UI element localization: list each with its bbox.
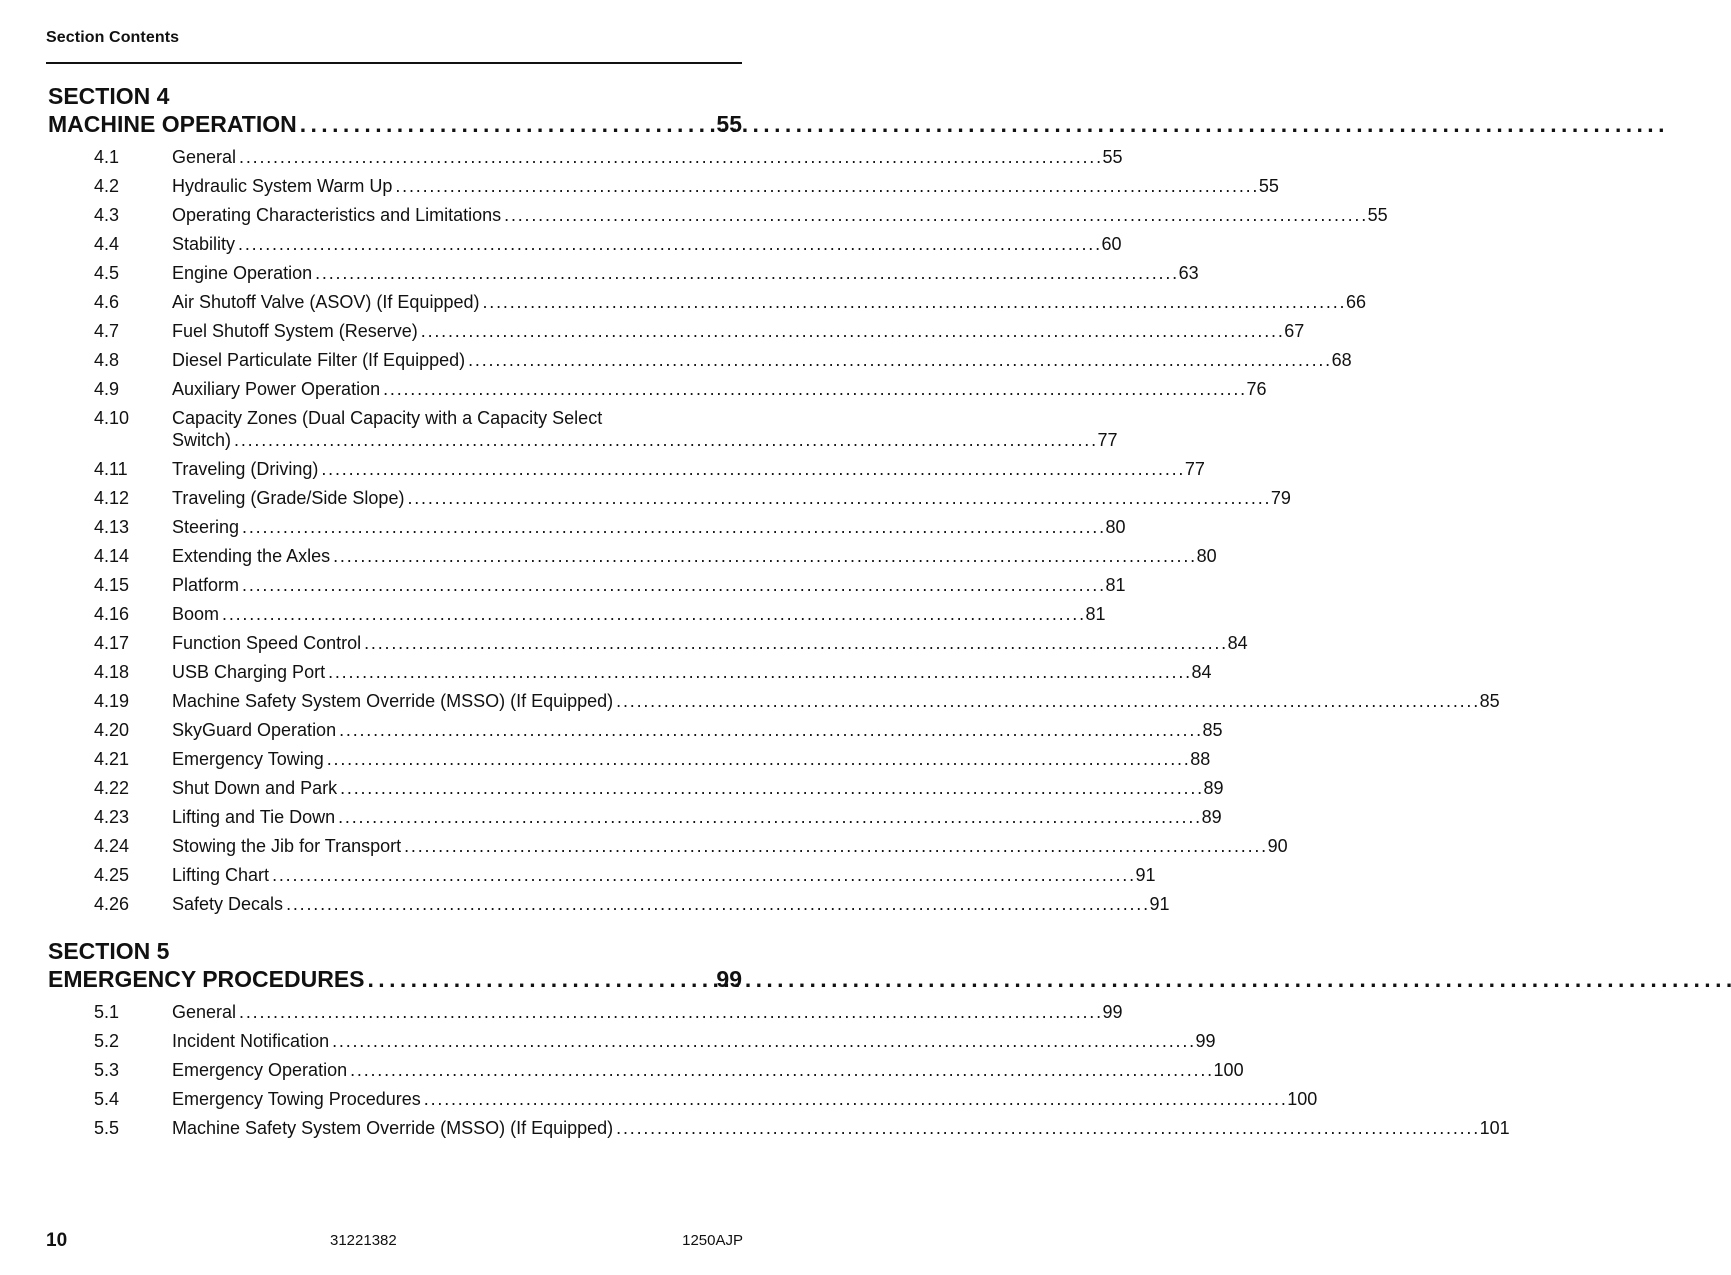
entry-title-line: Safety Decals [172, 894, 284, 914]
footer-page-number: 10 [46, 1230, 68, 1251]
dot-leader [350, 1059, 1210, 1081]
entry-number: 5.4 [94, 1089, 120, 1109]
toc-entry[interactable] [48, 893, 1170, 915]
entry-number: 4.15 [94, 575, 130, 595]
entry-title-line: Incident Notification [172, 1031, 330, 1051]
entry-title-line: Engine Operation [172, 263, 313, 283]
entry-title-row [172, 1117, 1510, 1139]
dot-leader [272, 864, 1132, 886]
entry-page-number: 77 [1097, 430, 1118, 450]
dot-leader [339, 719, 1199, 741]
entry-body [172, 1059, 1244, 1081]
entry-title-line: Emergency Towing Procedures [172, 1089, 421, 1109]
dot-leader [383, 378, 1243, 400]
section-title-row[interactable] [48, 110, 742, 138]
footer-doc-number: 31221382 [330, 1232, 397, 1249]
entry-title-row [172, 1088, 1317, 1110]
entry-body [172, 748, 1210, 770]
header-title: Section Contents [46, 29, 180, 46]
toc-entry[interactable] [48, 516, 1126, 538]
entry-number: 4.16 [94, 604, 130, 624]
toc-entry[interactable] [48, 545, 1217, 567]
entry-number: 4.13 [94, 517, 130, 537]
entry-page-number: 89 [1203, 778, 1224, 798]
dot-leader [395, 175, 1255, 197]
entry-body [172, 1030, 1216, 1052]
entry-page-number: 55 [1367, 205, 1388, 225]
dot-leader [315, 262, 1175, 284]
toc-entry[interactable] [48, 806, 1222, 828]
section-label: SECTION 4 [48, 83, 170, 109]
entry-body [172, 349, 1352, 371]
toc-entry[interactable] [48, 574, 1126, 596]
entry-page-number: 66 [1345, 292, 1366, 312]
entry-title-row [172, 835, 1288, 857]
entry-number: 4.4 [94, 234, 120, 254]
entry-page-number: 76 [1246, 379, 1267, 399]
section-5 [48, 937, 1510, 1146]
entry-title-row [172, 175, 1279, 197]
entry-page-number: 91 [1135, 865, 1156, 885]
entry-page-number: 77 [1184, 459, 1205, 479]
entry-title-row [172, 429, 1118, 451]
entry-body [172, 516, 1126, 538]
entry-title-line: Machine Safety System Override (MSSO) (If Equipped) [172, 1118, 614, 1138]
entry-title-line: Shut Down and Park [172, 778, 338, 798]
entry-title-row [172, 487, 1291, 509]
toc-entry[interactable] [48, 378, 1267, 400]
entry-body [172, 233, 1122, 255]
toc-entry[interactable] [48, 632, 1248, 654]
entry-title-line: Capacity Zones (Dual Capacity with a Capacity Select [172, 408, 603, 428]
entry-title-line: Boom [172, 604, 220, 624]
entry-title-line: Steering [172, 517, 240, 537]
entry-number: 4.8 [94, 350, 120, 370]
entry-number: 4.1 [94, 147, 120, 167]
section-page-number: 55 [716, 111, 742, 137]
dot-leader [364, 632, 1224, 654]
entry-body [172, 545, 1217, 567]
dot-leader [368, 965, 714, 993]
entry-title-line: Emergency Operation [172, 1060, 348, 1080]
dot-leader [239, 1001, 1099, 1023]
dot-leader [327, 748, 1187, 770]
dot-leader [338, 806, 1198, 828]
entry-body [172, 487, 1291, 509]
entry-title-row [172, 320, 1304, 342]
section-4 [48, 82, 1500, 922]
dot-leader [504, 204, 1364, 226]
toc-entry-list [48, 146, 1500, 915]
entry-number: 4.9 [94, 379, 120, 399]
entry-body [172, 262, 1199, 284]
dot-leader [340, 777, 1200, 799]
toc-entry[interactable] [48, 719, 1223, 741]
section-title: MACHINE OPERATION [48, 111, 297, 137]
dot-leader [286, 893, 1146, 915]
entry-body [172, 574, 1126, 596]
entry-page-number: 80 [1105, 517, 1126, 537]
entry-title-row [172, 516, 1126, 538]
entry-title-line: Emergency Towing [172, 749, 324, 769]
toc-entry[interactable] [48, 487, 1291, 509]
dot-leader [222, 603, 1082, 625]
entry-page-number: 91 [1149, 894, 1170, 914]
entry-body [172, 835, 1288, 857]
toc-entry[interactable] [48, 458, 1205, 480]
toc-entry[interactable] [48, 291, 1366, 313]
entry-page-number: 80 [1196, 546, 1217, 566]
dot-leader [468, 349, 1328, 371]
entry-title-row [172, 458, 1205, 480]
dot-leader [616, 1117, 1476, 1139]
entry-title-row [172, 719, 1223, 741]
entry-title-row [172, 661, 1212, 683]
entry-title-line: Operating Characteristics and Limitations [172, 205, 502, 225]
section-page-number: 99 [716, 966, 742, 992]
entry-title-line: USB Charging Port [172, 662, 326, 682]
toc-entry-list [48, 1001, 1510, 1139]
entry-title-row [172, 893, 1170, 915]
section-title: EMERGENCY PROCEDURES [48, 966, 365, 992]
entry-body [172, 777, 1224, 799]
entry-title-line: Traveling (Driving) [172, 459, 319, 479]
dot-leader [239, 146, 1099, 168]
entry-title-line: Traveling (Grade/Side Slope) [172, 488, 405, 508]
entry-title-line: Auxiliary Power Operation [172, 379, 381, 399]
entry-title-line: Air Shutoff Valve (ASOV) (If Equipped) [172, 292, 480, 312]
entry-number: 4.17 [94, 633, 130, 653]
entry-body [172, 146, 1123, 168]
entry-number: 4.10 [94, 408, 130, 428]
entry-page-number: 84 [1227, 633, 1248, 653]
entry-number: 4.24 [94, 836, 130, 856]
header-divider [46, 62, 742, 64]
entry-page-number: 60 [1101, 234, 1122, 254]
entry-page-number: 63 [1178, 263, 1199, 283]
entry-page-number: 67 [1284, 321, 1305, 341]
entry-number: 4.14 [94, 546, 130, 566]
entry-number: 4.19 [94, 691, 130, 711]
dot-leader [242, 516, 1102, 538]
entry-number: 4.3 [94, 205, 120, 225]
toc-entry[interactable] [48, 1088, 1318, 1110]
entry-number: 4.12 [94, 488, 130, 508]
toc-entry[interactable] [48, 146, 1123, 168]
toc-entry[interactable] [48, 748, 1211, 770]
toc-entry[interactable] [48, 1059, 1244, 1081]
entry-title-line: Hydraulic System Warm Up [172, 176, 393, 196]
entry-page-number: 85 [1479, 691, 1500, 711]
dot-leader [482, 291, 1342, 313]
entry-number: 4.20 [94, 720, 130, 740]
entry-title-line: Stowing the Jib for Transport [172, 836, 402, 856]
entry-number: 5.5 [94, 1118, 120, 1138]
entry-title-row [172, 545, 1217, 567]
entry-title-row [172, 806, 1222, 828]
dot-leader [616, 690, 1476, 712]
entry-body [172, 893, 1170, 915]
entry-body [172, 719, 1223, 741]
toc-entry[interactable] [48, 349, 1352, 371]
entry-title-line: Fuel Shutoff System (Reserve) [172, 321, 418, 341]
entry-body [172, 806, 1222, 828]
entry-title-line: Lifting Chart [172, 865, 270, 885]
entry-title-row [172, 378, 1267, 400]
entry-number: 4.7 [94, 321, 120, 341]
entry-number: 4.21 [94, 749, 130, 769]
entry-body [172, 690, 1500, 712]
entry-title-row [172, 1059, 1244, 1081]
entry-body [172, 1088, 1317, 1110]
entry-title-line: Platform [172, 575, 240, 595]
entry-number: 4.26 [94, 894, 130, 914]
toc-entry[interactable] [48, 661, 1212, 683]
entry-page-number: 101 [1479, 1118, 1510, 1138]
toc-entry[interactable] [48, 864, 1156, 886]
entry-page-number: 85 [1202, 720, 1223, 740]
entry-title-line: General [172, 1002, 237, 1022]
entry-page-number: 68 [1331, 350, 1352, 370]
dot-leader [321, 458, 1181, 480]
entry-body [172, 458, 1205, 480]
dot-leader [424, 1088, 1284, 1110]
entry-page-number: 81 [1105, 575, 1126, 595]
entry-title-line: Switch) [172, 430, 232, 450]
dot-leader [421, 320, 1281, 342]
dot-leader [404, 835, 1264, 857]
entry-title-row [172, 262, 1199, 284]
toc-entry[interactable] [48, 1117, 1510, 1139]
entry-body [172, 175, 1279, 197]
toc-entry[interactable] [48, 603, 1106, 625]
entry-page-number: 100 [1287, 1089, 1318, 1109]
entry-page-number: 88 [1190, 749, 1211, 769]
entry-title-row [172, 690, 1500, 712]
section-title-row[interactable] [48, 965, 742, 993]
dot-leader [328, 661, 1188, 683]
entry-title-row [172, 632, 1248, 654]
entry-body [172, 632, 1248, 654]
entry-title-line: Extending the Axles [172, 546, 331, 566]
entry-title-line: Function Speed Control [172, 633, 362, 653]
entry-title-row [172, 291, 1366, 313]
entry-body [172, 864, 1156, 886]
toc-entry[interactable] [48, 835, 1288, 857]
entry-page-number: 55 [1102, 147, 1123, 167]
entry-title-row [172, 1030, 1216, 1052]
toc-entry[interactable] [48, 262, 1199, 284]
entry-number: 4.6 [94, 292, 120, 312]
toc-entry[interactable] [48, 1001, 1123, 1023]
entry-title-row [172, 574, 1126, 596]
entry-number: 4.22 [94, 778, 130, 798]
entry-page-number: 90 [1267, 836, 1288, 856]
entry-title-row [172, 349, 1352, 371]
entry-body [172, 378, 1267, 400]
entry-body [172, 204, 1388, 226]
entry-page-number: 89 [1201, 807, 1222, 827]
entry-body [172, 1001, 1123, 1023]
toc-entry[interactable] [48, 1030, 1216, 1052]
dot-leader [332, 1030, 1192, 1052]
entry-body [172, 407, 1118, 451]
entry-page-number: 79 [1270, 488, 1291, 508]
entry-title-line: SkyGuard Operation [172, 720, 337, 740]
entry-title-row [172, 603, 1106, 625]
entry-body [172, 320, 1304, 342]
dot-leader [300, 110, 714, 138]
entry-page-number: 84 [1191, 662, 1212, 682]
entry-body [172, 661, 1212, 683]
toc-entry[interactable] [48, 175, 1279, 197]
entry-title-line: Diesel Particulate Filter (If Equipped) [172, 350, 466, 370]
entry-title-row [172, 864, 1156, 886]
entry-body [172, 1117, 1510, 1139]
toc-entry[interactable] [48, 690, 1500, 712]
dot-leader [238, 233, 1098, 255]
entry-page-number: 99 [1195, 1031, 1216, 1051]
toc-entry[interactable] [48, 233, 1122, 255]
entry-number: 4.23 [94, 807, 130, 827]
entry-page-number: 99 [1102, 1002, 1123, 1022]
entry-title-row [172, 777, 1224, 799]
entry-number: 5.1 [94, 1002, 120, 1022]
section-label: SECTION 5 [48, 938, 170, 964]
toc-entry[interactable] [48, 204, 1388, 226]
entry-number: 5.2 [94, 1031, 120, 1051]
entry-body [172, 603, 1106, 625]
entry-title-line: Stability [172, 234, 236, 254]
toc-entry[interactable] [48, 777, 1224, 799]
entry-page-number: 81 [1085, 604, 1106, 624]
entry-number: 4.25 [94, 865, 130, 885]
entry-title-line: Machine Safety System Override (MSSO) (If Equipped) [172, 691, 614, 711]
entry-title-line: Lifting and Tie Down [172, 807, 336, 827]
entry-title-row [172, 1001, 1123, 1023]
dot-leader [333, 545, 1193, 567]
entry-number: 4.2 [94, 176, 120, 196]
entry-body [172, 291, 1366, 313]
entry-title-row [172, 233, 1122, 255]
entry-title-row [172, 748, 1210, 770]
toc-entry[interactable] [48, 320, 1305, 342]
dot-leader [234, 429, 1094, 451]
entry-title-row [172, 204, 1388, 226]
entry-number: 4.11 [94, 459, 128, 479]
entry-number: 4.5 [94, 263, 120, 283]
entry-title-row [172, 146, 1123, 168]
toc-entry[interactable] [48, 407, 1118, 451]
footer-model: 1250AJP [682, 1232, 743, 1249]
entry-page-number: 100 [1213, 1060, 1244, 1080]
entry-page-number: 55 [1258, 176, 1279, 196]
dot-leader [407, 487, 1267, 509]
entry-number: 4.18 [94, 662, 130, 682]
dot-leader [242, 574, 1102, 596]
entry-title-line: General [172, 147, 237, 167]
entry-number: 5.3 [94, 1060, 120, 1080]
